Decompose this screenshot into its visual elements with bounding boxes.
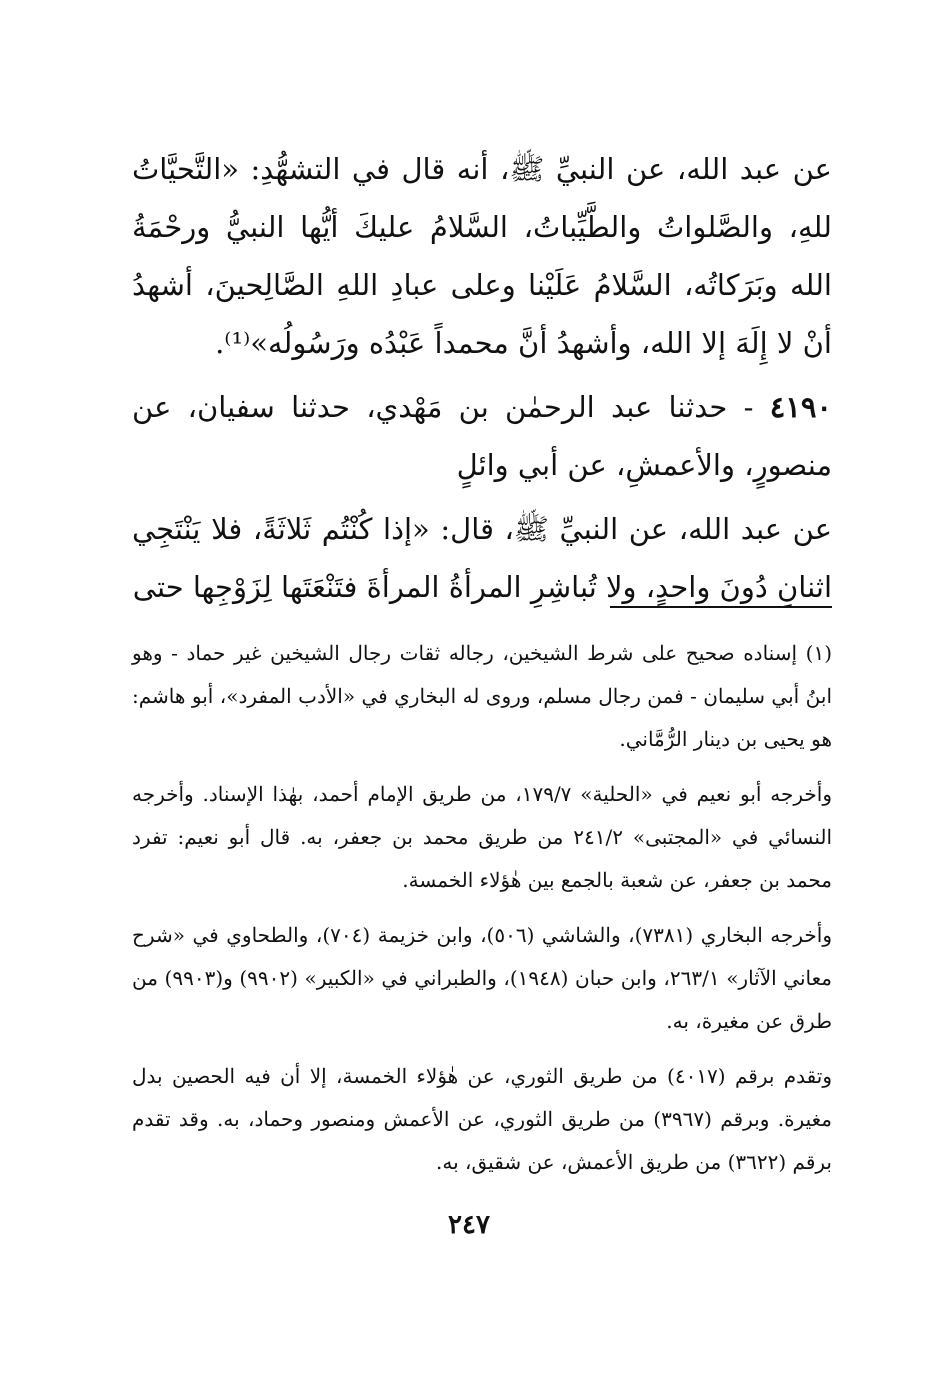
hadith-text-continued: عن عبد الله، عن النبيِّ ﷺ، أنه قال في التشهُّدِ: «التَّحيَّاتُ للهِ، والصَّلواتُ والطَّيِّباتُ، السَّلامُ عليكَ أيُّها النبيُّ ورحْمَةُ الله وبَرَكاتُه، السَّلامُ عَلَيْنا وعلى عبادِ اللهِ الصَّالِحينَ، أشهدُ أنْ لا إِلَهَ إلا الله، وأشهدُ أنَّ محمداً عَبْدُه ورَسُولُه»⁽¹⁾. (132, 152, 832, 360)
page-number: ٢٤٧ (448, 1210, 490, 1240)
isnad-text: - حدثنا عبد الرحمٰن بن مَهْدي، حدثنا سفيان، عن منصورٍ، والأعمشِ، عن أبي وائلٍ (132, 390, 832, 482)
footnote-paragraph: وأخرجه البخاري (٧٣٨١)، والشاشي (٥٠٦)، وابن خزيمة (٧٠٤)، والطحاوي في «شرح معاني الآثار» ٢٦٣/١، وابن حبان (١٩٤٨)، والطبراني في «الكبير» (٩٩٠٢) و(٩٩٠٣) من طرق عن مغيرة، به. (132, 923, 833, 1033)
hadith-isnad (132, 378, 832, 494)
footnote-divider (610, 606, 832, 608)
footnotes (132, 632, 832, 1196)
footnote-paragraph: وتقدم برقم (٤٠١٧) من طريق الثوري، عن هٰؤلاء الخمسة، إلا أن فيه الحصين بدل مغيرة. وبرقم (٣٩٦٧) من طريق الثوري، عن الأعمش ومنصور وحماد، به. وقد تقدم برقم (٣٦٢٢) من طريق الأعمش، عن شقيق، به. (132, 1064, 832, 1174)
hadith-matn: عن عبد الله، عن النبيِّ ﷺ، قال: «إذا كُنْتُم ثَلاثَةً، فلا يَنْتَجِي اثنانِ دُونَ واحدٍ، ولا تُباشِرِ المرأةُ المرأةَ فتَنْعَتَها لِزَوْجِها حتى (132, 512, 832, 604)
footnote-paragraph: (١) إسناده صحيح على شرط الشيخين، رجاله ثقات رجال الشيخين غير حماد - وهو ابنُ أبي سليمان - فمن رجال مسلم، وروى له البخاري في «الأدب المفرد»، أبو هاشم: هو يحيى بن دينار الرُّمَّاني. (132, 641, 832, 751)
hadith-number: ٤١٩٠ (769, 390, 832, 424)
footnote-paragraph: وأخرجه أبو نعيم في «الحلية» ١٧٩/٧، من طريق الإمام أحمد، بهٰذا الإسناد. وأخرجه النسائي في «المجتبى» ٢٤١/٢ من طريق محمد بن جعفر، به. قال أبو نعيم: تفرد محمد بن جعفر، عن شعبة بالجمع بين هٰؤلاء الخمسة. (132, 782, 833, 892)
main-text (132, 140, 832, 622)
